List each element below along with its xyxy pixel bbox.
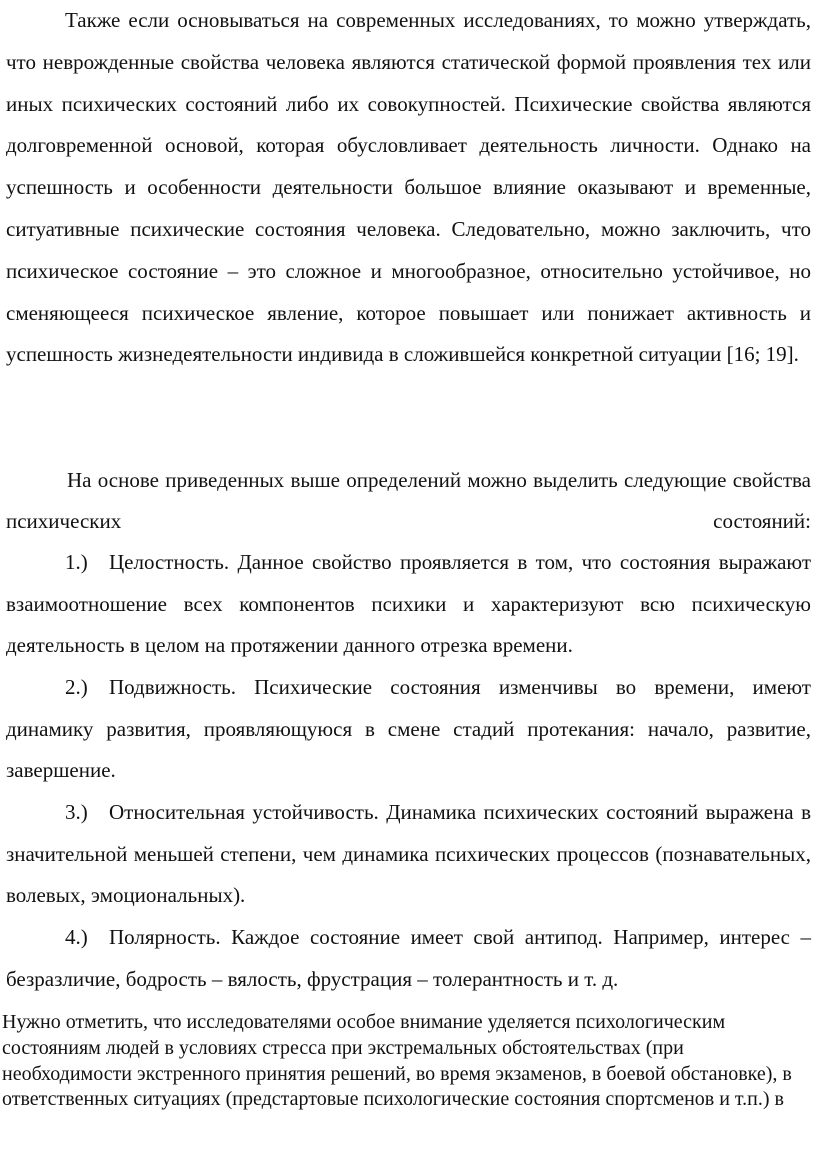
list-item-text: Подвижность. Психические состояния изменчивы во времени, имеют динамику развития, проявляющуюся в смене стадий протекания: начало, развитие, завершение.	[6, 675, 811, 783]
paragraph-closing: Нужно отметить, что исследователями особое внимание уделяется психологическим состояниям людей в условиях стресса при экстремальных обстоятельствах (при необходимости экстренного принятия решений, во время экзаменов, в боевой обстановке), в ответственных ситуациях (предстартовые психологические состояния спортсменов и т.п.) в	[2, 1011, 792, 1111]
list-item	[6, 792, 811, 917]
list-item-number: 1.)	[65, 550, 88, 574]
list-item-number: 3.)	[65, 800, 88, 824]
paragraph-lead-in	[6, 460, 811, 542]
paragraph-intro: Также если основываться на современных исследованиях, то можно утверждать, что неврожденные свойства человека являются статической формой проявления тех или иных психических состояний либо их совокупностей. Психические свойства являются долговременной основой, которая обусловливает деятельность личности. Однако на успешность и особенности деятельности большое влияние оказывают и временные, ситуативные психические состояния человека. Следовательно, можно заключить, что психическое состояние – это сложное и многообразное, относительно устойчивое, но сменяющееся психическое явление, которое повышает или понижает активность и успешность жизнедеятельности индивида в сложившейся конкретной ситуации [16; 19].	[6, 8, 811, 367]
list-item-number: 4.)	[65, 925, 88, 949]
list-item-text: Полярность. Каждое состояние имеет свой антипод. Например, интерес – безразличие, бодрость – вялость, фрустрация – толерантность и т. д.	[6, 925, 811, 991]
list-item	[6, 542, 811, 667]
list-item-text: Относительная устойчивость. Динамика психических состояний выражена в значительной меньшей степени, чем динамика психических процессов (познавательных, волевых, эмоциональных).	[6, 800, 811, 908]
list-item	[6, 667, 811, 792]
list-item	[6, 917, 811, 1000]
list-item-text: Целостность. Данное свойство проявляется в том, что состояния выражают взаимоотношение всех компонентов психики и характеризуют всю психическую деятельность в целом на протяжении данного отрезка времени.	[6, 550, 811, 658]
list-item-number: 2.)	[65, 675, 88, 699]
paragraph-lead-in-text: На основе приведенных выше определений можно выделить следующие свойства психических состояний:	[6, 468, 811, 533]
